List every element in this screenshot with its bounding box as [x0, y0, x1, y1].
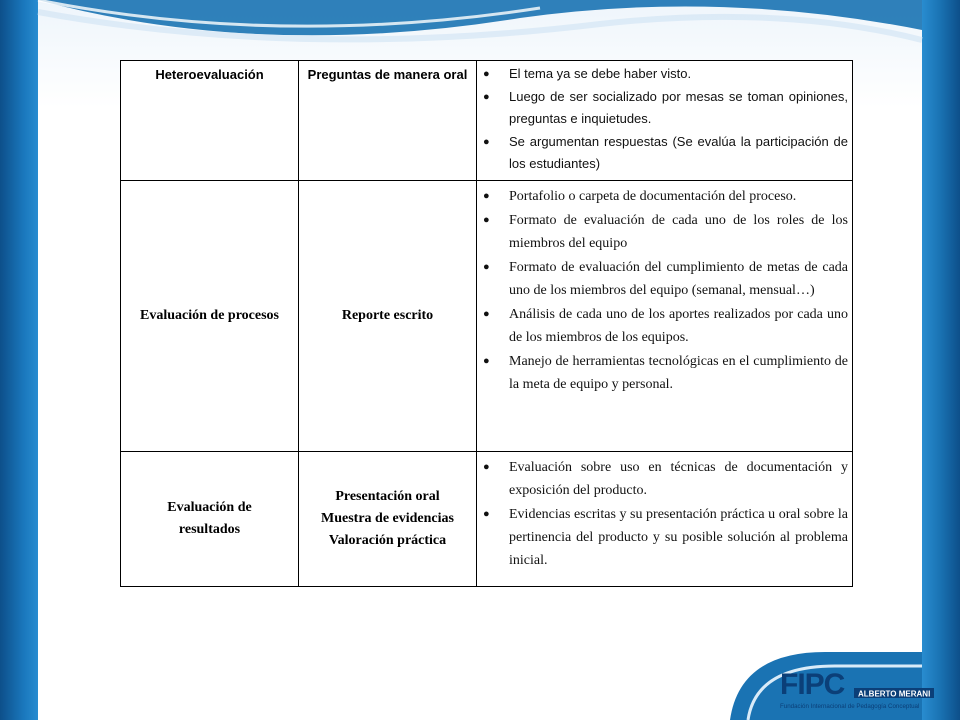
criterion-label: Evaluación de procesos: [140, 308, 279, 323]
criterion-cell: [121, 181, 299, 452]
list-item: ● Evidencias escritas y su presentación práctica u oral sobre la pertinencia del producto y su posible solución al problema inicial.: [483, 503, 848, 572]
bullet-icon: ●: [483, 355, 490, 367]
fipc-logo: [778, 666, 936, 712]
evaluation-table-container: [120, 60, 852, 587]
bullet-icon: ●: [483, 508, 490, 520]
list-item: ● El tema ya se debe haber visto.: [483, 63, 848, 85]
list-item: ● Formato de evaluación del cumplimiento de metas de cada uno de los miembros del equipo (semanal, mensual…): [483, 256, 848, 302]
items-cell: [477, 61, 853, 181]
items-cell: [477, 452, 853, 587]
criterion-cell: [121, 452, 299, 587]
criterion-cell: [121, 61, 299, 181]
bullet-icon: ●: [483, 136, 490, 148]
bullet-icon: ●: [483, 68, 490, 80]
instrument-label: Preguntas de manera oral: [307, 67, 468, 82]
bullet-icon: ●: [483, 214, 490, 226]
instrument-cell: [299, 181, 477, 452]
items-cell: [477, 181, 853, 452]
instrument-label: Reporte escrito: [341, 308, 434, 323]
bullet-icon: ●: [483, 91, 490, 103]
instrument-label: Valoración práctica: [328, 533, 447, 548]
instrument-label: Presentación oral: [335, 489, 440, 504]
items-list: [477, 61, 852, 180]
items-list: [477, 181, 852, 401]
table-row: [121, 181, 853, 452]
bullet-icon: ●: [483, 308, 490, 320]
instrument-cell: [299, 452, 477, 587]
items-list: [477, 452, 852, 577]
list-item: ● Se argumentan respuestas (Se evalúa la participación de los estudiantes): [483, 131, 848, 175]
evaluation-table: [120, 60, 853, 587]
table-row: [121, 452, 853, 587]
list-item: ● Manejo de herramientas tecnológicas en el cumplimiento de la meta de equipo y personal.: [483, 350, 848, 396]
table-row: [121, 61, 853, 181]
logo-brand: FIPC: [780, 668, 845, 701]
bullet-icon: ●: [483, 461, 490, 473]
criterion-label: Heteroevaluación: [155, 67, 264, 82]
instrument-label: Muestra de evidencias: [321, 511, 454, 526]
logo-subtitle: ALBERTO MERANI: [858, 689, 931, 699]
list-item: ● Análisis de cada uno de los aportes realizados por cada uno de los miembros de los equipos.: [483, 303, 848, 349]
list-item: ● Portafolio o carpeta de documentación del proceso.: [483, 185, 848, 208]
bullet-icon: ●: [483, 190, 490, 202]
instrument-cell: [299, 61, 477, 181]
list-item: ● Formato de evaluación de cada uno de los roles de los miembros del equipo: [483, 209, 848, 255]
logo-tagline: Fundación Internacional de Pedagogía Conceptual: [780, 703, 920, 710]
bullet-icon: ●: [483, 261, 490, 273]
list-item: ● Evaluación sobre uso en técnicas de documentación y exposición del producto.: [483, 456, 848, 502]
criterion-label: Evaluación de resultados: [167, 500, 252, 537]
list-item: ● Luego de ser socializado por mesas se toman opiniones, preguntas e inquietudes.: [483, 86, 848, 130]
